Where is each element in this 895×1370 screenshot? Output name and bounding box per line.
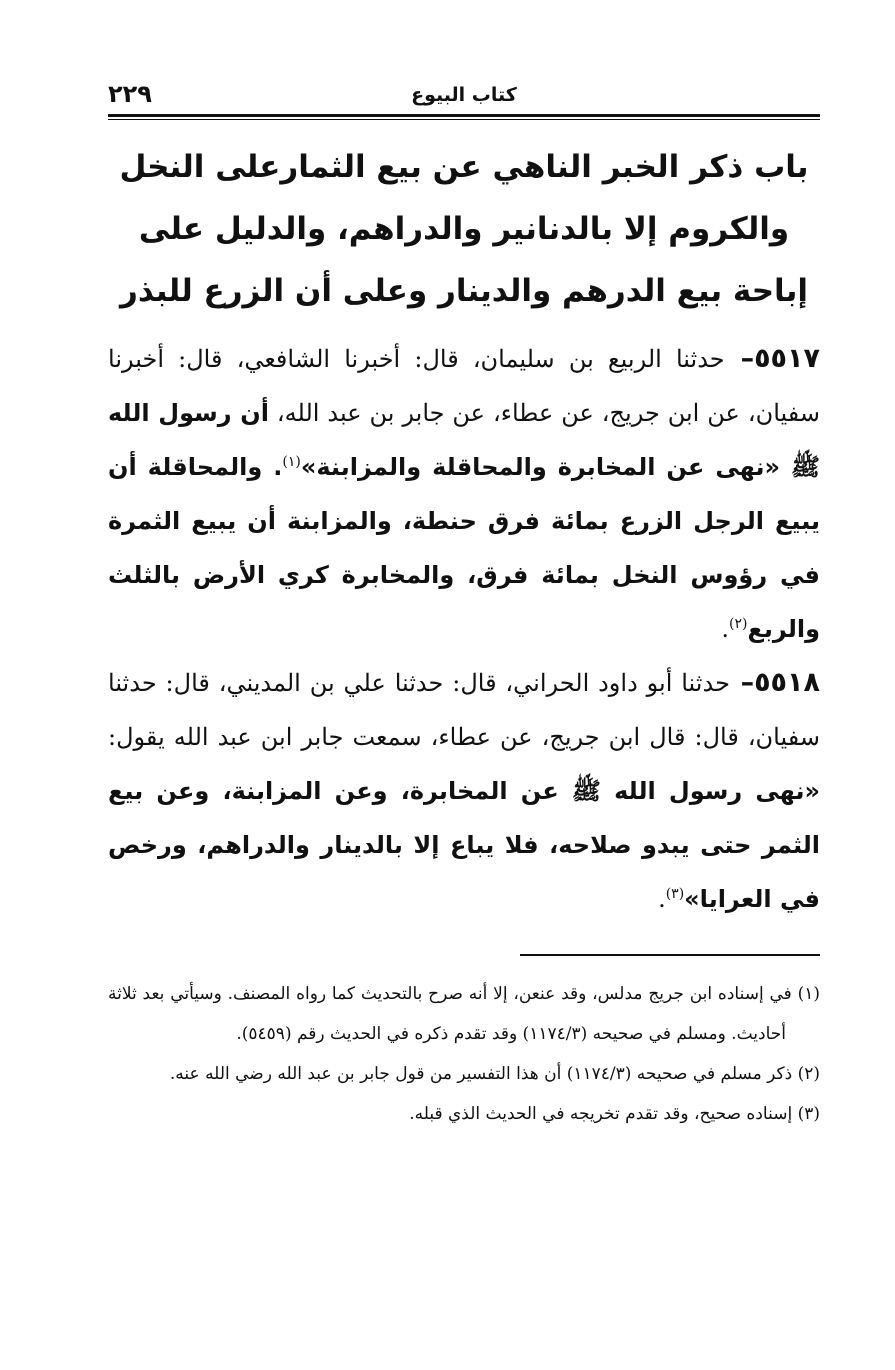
hadith-matn: أن رسول الله ﷺ «نهى عن المخابرة والمحاقلة والمزابنة» [108, 399, 820, 481]
header-rule-thin [108, 119, 820, 120]
hadith-5517 [108, 332, 820, 656]
hadith-isnad: حدثنا الربيع بن سليمان، قال: أخبرنا الشافعي، قال: أخبرنا سفيان، عن ابن جريج، عن عطاء، عن جابر بن عبد الله، [108, 345, 821, 427]
hadith-5518 [108, 656, 820, 926]
hadith-dash: – [724, 343, 755, 374]
hadith-end: . [721, 615, 730, 643]
footnote-2: (٢) ذكر مسلم في صحيحه (١١٧٤/٣) أن هذا التفسير من قول جابر بن عبد الله رضي الله عنه. [169, 1064, 820, 1084]
footnote-3: (٣) إسناده صحيح، وقد تقدم تخريجه في الحديث الذي قبله. [409, 1104, 820, 1124]
page-number: ٢٢٩ [108, 80, 152, 108]
footnote-ref-1[interactable]: (١) [282, 454, 301, 470]
header-rule-thick [108, 114, 820, 117]
footnote-ref-3[interactable]: (٣) [665, 886, 685, 902]
page-header [108, 78, 820, 112]
footnote-ref-2[interactable]: (٢) [729, 616, 748, 632]
hadith-dash: – [729, 667, 755, 698]
hadith-end: . [658, 885, 666, 913]
hadith-isnad: حدثنا أبو داود الحراني، قال: حدثنا علي بن المديني، قال: حدثنا سفيان، قال: قال ابن جريج، عن عطاء، سمعت جابر ابن عبد الله يقول: [108, 669, 820, 751]
book-page [108, 78, 820, 1134]
chapter-title: باب ذكر الخبر الناهي عن بيع الثمارعلى النخل والكروم إلا بالدنانير والدراهم، والدليل على إباحة بيع الدرهم والدينار وعلى أن الزرع للبذر [119, 149, 809, 309]
hadith-explanation: . والمحاقلة أن يبيع الرجل الزرع بمائة فرق حنطة، والمزابنة أن يبيع الثمرة في رؤوس النخل بمائة فرق، والمخابرة كري الأرض بالثلث والربع [108, 453, 820, 643]
footnotes [108, 974, 820, 1134]
footnote-separator [520, 954, 820, 956]
footnote-1: (١) في إسناده ابن جريج مدلس، وقد عنعن، إلا أنه صرح بالتحديث كما رواه المصنف. وسيأتي بعد ثلاثة أحاديث. ومسلم في صحيحه (١١٧٤/٣) وقد تقدم ذكره في الحديث رقم (٥٤٥٩). [108, 984, 820, 1044]
hadith-matn: «نهى رسول الله ﷺ عن المخابرة، وعن المزابنة، وعن بيع الثمر حتى يبدو صلاحه، فلا يباع إلا بالدينار والدراهم، ورخص في العرايا» [108, 777, 820, 913]
hadith-number: ٥٥١٨ [754, 667, 820, 698]
running-title: كتاب البيوع [411, 84, 517, 106]
hadith-number: ٥٥١٧ [754, 343, 820, 374]
